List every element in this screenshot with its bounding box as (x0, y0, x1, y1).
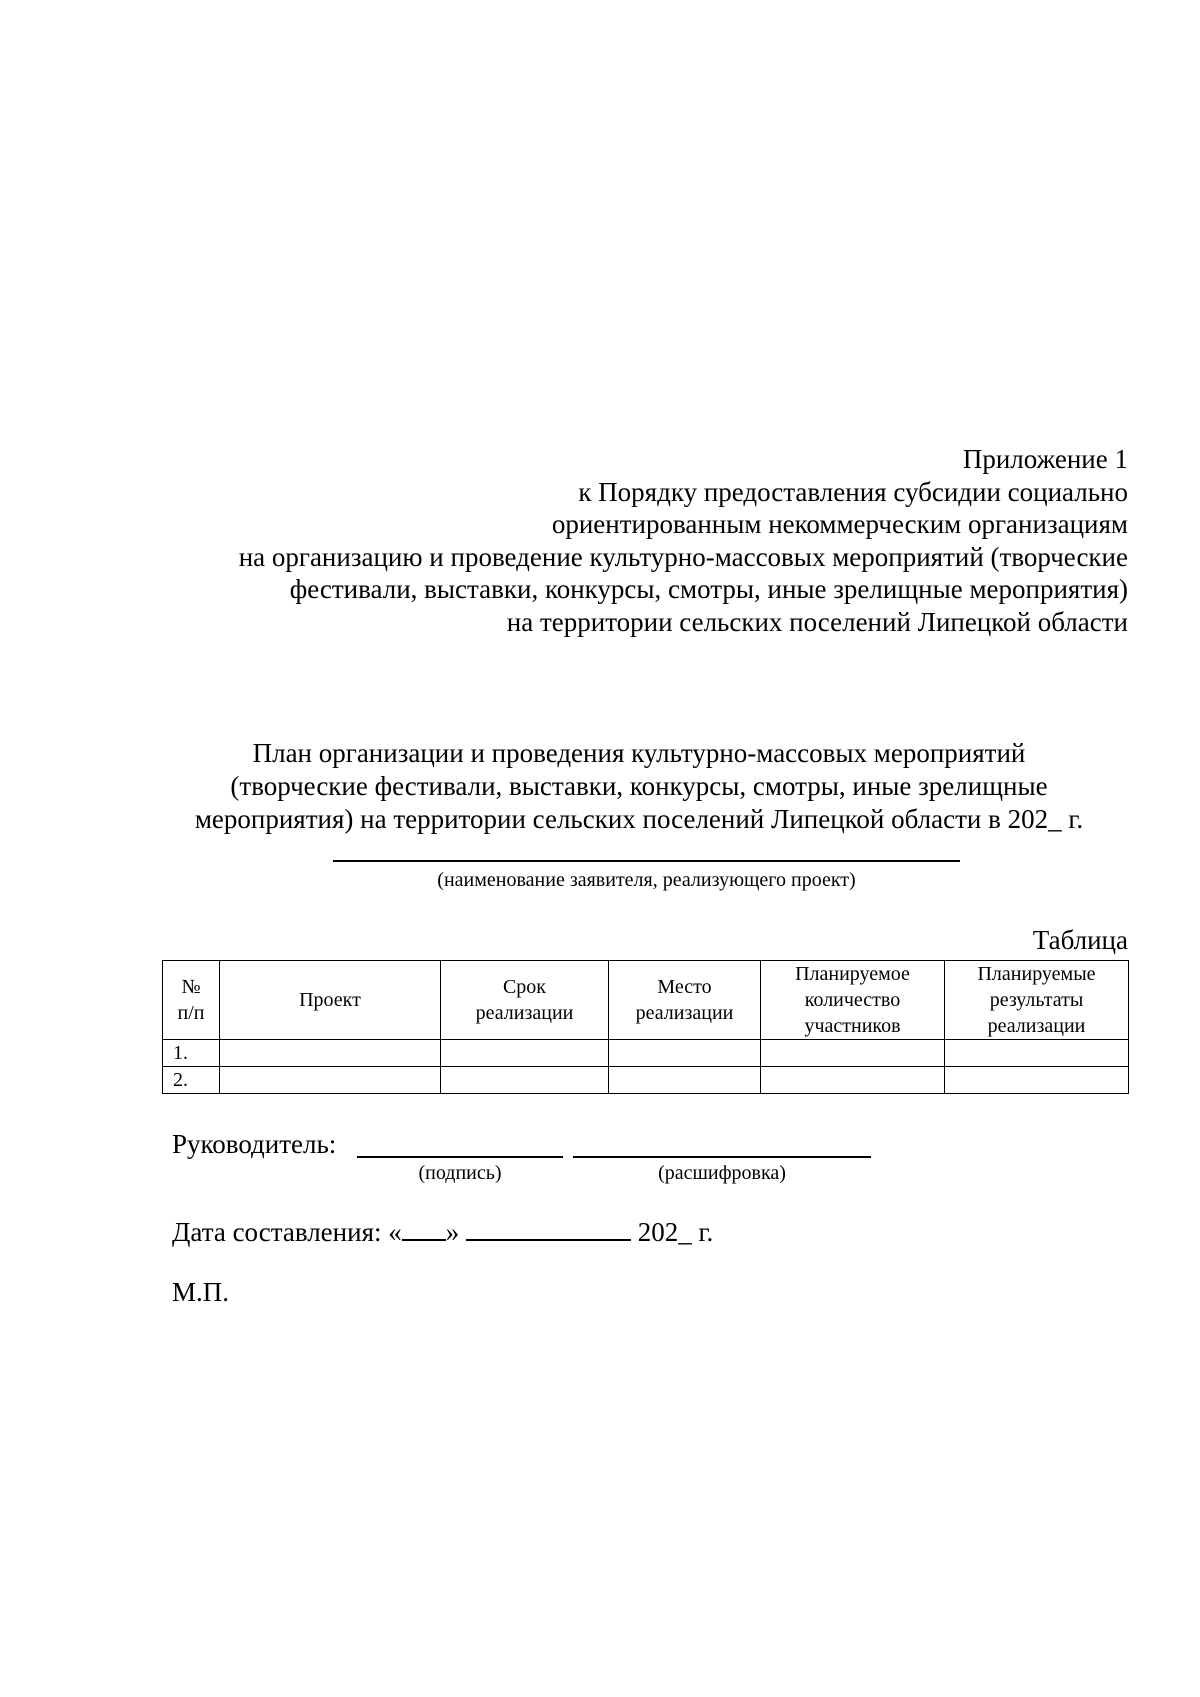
table-cell-number: 1. (163, 1040, 220, 1067)
applicant-name-line (333, 860, 960, 862)
appendix-line: ориентированным некоммерческим организациям (551, 509, 1128, 539)
table-cell (609, 1067, 761, 1094)
stamp-place: М.П. (172, 1277, 230, 1307)
header-text: реализации (987, 1015, 1086, 1037)
header-text: участников (804, 1015, 901, 1037)
table-cell (945, 1067, 1129, 1094)
table-cell (945, 1040, 1129, 1067)
appendix-line: на территории сельских поселений Липецкой области (506, 606, 1128, 637)
date-year: 202_ г. (637, 1217, 714, 1247)
table-cell-number: 2. (163, 1067, 220, 1094)
table-header-row (163, 961, 1129, 1040)
header-place (609, 961, 761, 1040)
header-text: результаты (989, 989, 1084, 1011)
plan-title-line: мероприятия) на территории сельских поселений Липецкой области в 202_ г. (194, 804, 1084, 834)
appendix-line: фестивали, выставки, конкурсы, смотры, иные зрелищные мероприятия) (289, 574, 1128, 604)
table-cell (220, 1067, 441, 1094)
signature-line (357, 1156, 563, 1158)
header-text: Место (657, 976, 712, 998)
decoding-line (573, 1156, 871, 1158)
table-cell (441, 1067, 609, 1094)
table-row (163, 1040, 1129, 1067)
header-period (441, 961, 609, 1040)
header-text: № (181, 976, 201, 998)
day-blank (402, 1213, 446, 1241)
header-text: реализации (475, 1002, 574, 1024)
signature-label: Руководитель: (172, 1129, 337, 1159)
table-cell (761, 1067, 945, 1094)
date-close-quote: » (445, 1217, 460, 1247)
header-results (945, 961, 1129, 1040)
header-number (163, 961, 220, 1040)
table-cell (761, 1040, 945, 1067)
table-label: Таблица (1032, 925, 1128, 955)
plan-title-line: План организации и проведения культурно-массовых мероприятий (252, 738, 1026, 768)
header-project (220, 961, 441, 1040)
decoding-caption: (расшифровка) (658, 1162, 786, 1184)
header-text: Срок (502, 976, 547, 998)
appendix-line: на организацию и проведение культурно-массовых мероприятий (творческие (238, 541, 1128, 572)
appendix-header (150, 443, 1128, 638)
table-cell (609, 1040, 761, 1067)
table-cell (220, 1040, 441, 1067)
plan-title-line: (творческие фестивали, выставки, конкурсы, смотры, иные зрелищные (230, 771, 1048, 801)
plan-table (162, 960, 1129, 1094)
appendix-line: Приложение 1 (962, 444, 1128, 474)
table-cell (441, 1040, 609, 1067)
header-text: Проект (299, 989, 361, 1011)
header-participants (761, 961, 945, 1040)
header-text: количество (804, 989, 901, 1011)
header-text: Планируемое (795, 963, 910, 985)
month-blank (466, 1213, 631, 1241)
date-label: Дата составления: « (172, 1217, 402, 1247)
appendix-line: к Порядку предоставления субсидии социально (578, 476, 1128, 507)
plan-title (150, 737, 1128, 836)
applicant-caption: (наименование заявителя, реализующего проект) (437, 869, 856, 891)
header-text: Планируемые (977, 963, 1096, 985)
header-text: п/п (177, 1002, 205, 1024)
table-row (163, 1067, 1129, 1094)
header-text: реализации (635, 1002, 734, 1024)
signature-caption: (подпись) (418, 1162, 502, 1184)
date-line (172, 1213, 713, 1248)
